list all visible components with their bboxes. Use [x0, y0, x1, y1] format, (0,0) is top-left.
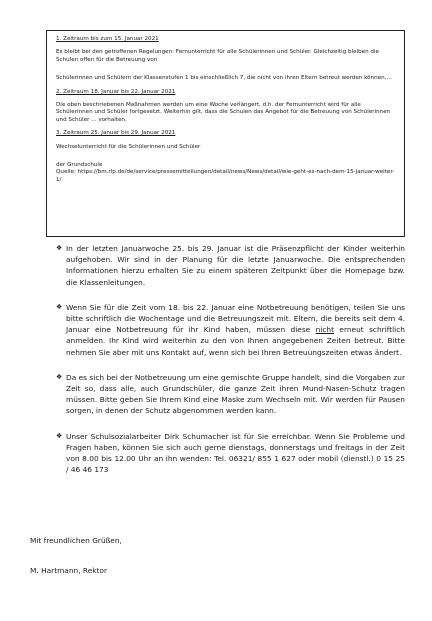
- list-item: [57, 243, 405, 288]
- diamond-bullet-icon: ❖: [56, 372, 63, 381]
- list-item-text: In der letzten Januarwoche 25. bis 29. Januar ist die Präsenzpflicht der Kinder weiterhin aufgehoben. Wir sind in der Planung für die letzte Januarwoche. Die entsprechenden Informationen hierzu erhalten Sie zu einem späteren Zeitpunkt über die Homepage bzw. die Klassenleitungen.: [66, 244, 405, 287]
- diamond-bullet-icon: ❖: [56, 431, 63, 440]
- closing-greeting: Mit freundlichen Grüßen,: [30, 536, 122, 545]
- list-item: [57, 431, 405, 476]
- section2-title: 2. Zeitraum 18. Januar bis 22. Januar 2021: [56, 88, 176, 95]
- list-item-text: Unser Schulsozialarbeiter Dirk Schumacher ist für Sie erreichbar. Wenn Sie Probleme und Fragen haben, können Sie sich auch gerne dienstags, donnerstags und freitags in der Zeit von 8.00 bis 12.00 Uhr an ihn wenden: Tel. 06321/ 855 1 627 oder mobil (dienstl.) 0 15 25 / 46 46 173: [66, 431, 405, 475]
- section3-text-continued: der Grundschule: [56, 162, 103, 169]
- section1-title: 1. Zeitraum bis zum 15. Januar 2021: [56, 36, 159, 42]
- section2-text: Die oben beschriebenen Maßnahmen werden um eine Woche verlängert, d.h. der Fernunterricht wird für alle Schülerinnen und Schüler fortgesetzt. Weiterhin gilt, dass die Schulen das Angebot für die Betreuung von Schülerinnen und Schüler ... vorhalten.: [56, 102, 391, 123]
- section1-text-continued: Schülerinnen und Schülern der Klassenstufen 1 bis einschließlich 7, die nicht von ihren Eltern betreut werden können,...: [56, 75, 392, 82]
- section3-title: 3. Zeitraum 25. Januar bis 29. Januar 2021: [56, 130, 176, 137]
- list-item-text: Da es sich bei der Notbetreuung um eine gemischte Gruppe handelt, sind die Vorgaben zur Zeit so, dass alle, auch Grundschüler, die ganze Zeit ihren Mund-Nasen-Schutz tragen müssen. Bitte geben Sie Ihrem Kind eine Maske zum Wechseln mit. Wir werden für Pausen sorgen, in denen der Schutz abgenommen werden kann.: [66, 372, 405, 416]
- bullet-list: [57, 243, 405, 489]
- list-item-text: Wenn Sie für die Zeit vom 18. bis 22. Januar eine Notbetreuung benötigen, teilen Sie uns bitte schriftlich die Wochentage und die Betreuungszeit mit. Eltern, die bereits seit dem 4. Januar eine Notbetreuung für ihr Kind haben, müssen diese nicht erneut schriftlich anmelden. Ihr Kind wird weiterhin zu den von Ihnen angegebenen Zeiten betreut. Bitte nehmen Sie aber mit uns Kontakt auf, wenn sich bei Ihren Betreuungszeiten etwas ändert.: [66, 302, 405, 357]
- diamond-bullet-icon: ❖: [56, 244, 63, 252]
- source-citation: Quelle: https://bm.rlp.de/de/service/pressemitteilungen/detail/news/News/detail/wie-geht-es-nach-dem-15-januar-weiter-1/: [56, 169, 395, 183]
- section1-text: Es bleibt bei den getroffenen Regelungen: Fernunterricht für alle Schülerinnen und Schüler. Gleichzeitig bleiben die Schulen offen für die Betreuung von: [56, 49, 379, 63]
- quoted-notice-box: [46, 30, 405, 237]
- list-item: [57, 302, 405, 358]
- section3-text: Wechselunterricht für die Schülerinnen und Schüler: [56, 143, 201, 150]
- diamond-bullet-icon: ❖: [56, 302, 63, 311]
- list-item: [57, 372, 405, 417]
- signature: M. Hartmann, Rektor: [30, 566, 107, 575]
- emphasis-underlined: nicht: [315, 325, 335, 335]
